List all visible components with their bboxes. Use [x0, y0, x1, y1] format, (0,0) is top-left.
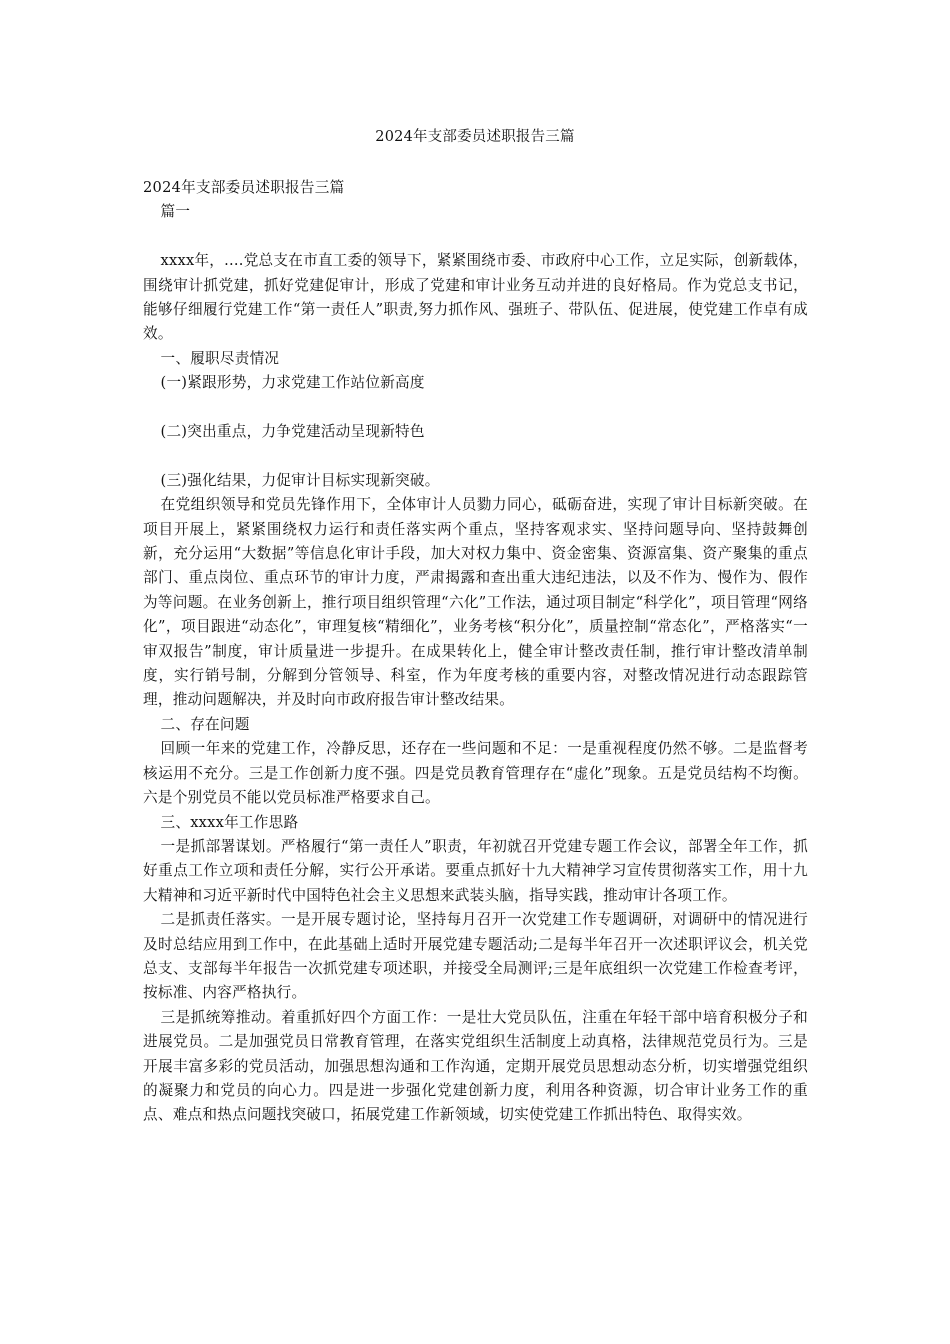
spacer	[143, 396, 808, 420]
plan-paragraph-3: 三是抓统筹推动。着重抓好四个方面工作：一是壮大党员队伍，注重在年轻干部中培育积极分子和进展党员。二是加强党员日常教育管理，在落实党组织生活制度上动真格，法律规范党员行为。三是开展丰富多彩的党员活动，加强思想沟通和工作沟通，定期开展党员思想动态分析，切实增强党组织的凝聚力和党员的向心力。四是进一步强化党建创新力度，利用各种资源，切合审计业务工作的重点、难点和热点问题找突破口，拓展党建工作新领域，切实使党建工作抓出特色、取得实效。	[143, 1008, 808, 1124]
plan-paragraph-1: 一是抓部署谋划。严格履行“第一责任人”职责，年初就召开党建专题工作会议，部署全年工作，抓好重点工作立项和责任分解，实行公开承诺。要重点抓好十九大精神学习宣传贯彻落实工作，用十九大精神和习近平新时代中国特色社会主义思想来武装头脑，指导实践，推动审计各项工作。	[143, 837, 808, 904]
audit-paragraph: 在党组织领导和党员先锋作用下，全体审计人员勠力同心，砥砺奋进，实现了审计目标新突破。在项目开展上，紧紧围绕权力运行和责任落实两个重点，坚持客观求实、坚持问题导向、坚持鼓舞创新，充分运用“大数据”等信息化审计手段，加大对权力集中、资金密集、资源富集、资产聚集的重点部门、重点岗位、重点环节的审计力度，严肃揭露和查出重大违纪违法，以及不作为、慢作为、假作为等问题。在业务创新上，推行项目组织管理“六化”工作法，通过项目制定“科学化”，项目管理“网络化”，项目跟进“动态化”，审理复核“精细化”，业务考核“积分化”，质量控制“常态化”，严格落实“一审双报告”制度，审计质量进一步提升。在成果转化上，健全审计整改责任制，推行审计整改清单制度，实行销号制，分解到分管领导、科室，作为年度考核的重要内容，对整改情况进行动态跟踪管理，推动问题解决，并及时向市政府报告审计整改结果。	[143, 496, 808, 709]
section-heading-2: 二、存在问题	[160, 715, 250, 733]
part-label: 篇一	[160, 203, 191, 221]
subheading-3: (三)强化结果，力促审计目标实现新突破。	[160, 471, 440, 489]
document-body	[143, 176, 808, 1128]
spacer	[143, 225, 808, 249]
document-subtitle: 2024年支部委员述职报告三篇	[143, 179, 345, 196]
intro-paragraph: xxxx年，....党总支在市直工委的领导下，紧紧围绕市委、市政府中心工作，立足实际，创新载体，围绕审计抓党建，抓好党建促审计，形成了党建和审计业务互动并进的良好格局。作为党总支书记，能够仔细履行党建工作“第一责任人”职责,努力抓作风、强班子、带队伍、促进展，使党建工作卓有成效。	[143, 252, 808, 343]
spacer	[143, 444, 808, 468]
problems-paragraph: 回顾一年来的党建工作，冷静反思，还存在一些问题和不足：一是重视程度仍然不够。二是监督考核运用不充分。三是工作创新力度不强。四是党员教育管理存在“虚化”现象。五是党员结构不均衡。六是个别党员不能以党员标准严格要求自己。	[143, 740, 808, 807]
subheading-2: (二)突出重点，力争党建活动呈现新特色	[160, 423, 425, 441]
section-heading-3: 三、xxxx年工作思路	[160, 813, 299, 831]
document-title: 2024年支部委员述职报告三篇	[375, 129, 575, 145]
plan-paragraph-2: 二是抓责任落实。一是开展专题讨论，坚持每月召开一次党建工作专题调研，对调研中的情况进行及时总结应用到工作中，在此基础上适时开展党建专题活动;二是每半年召开一次述职评议会，机关党总支、支部每半年报告一次抓党建专项述职，并接受全局测评;三是年底组织一次党建工作检查考评，按标准、内容严格执行。	[143, 911, 808, 1002]
subheading-1: (一)紧跟形势，力求党建工作站位新高度	[160, 374, 425, 392]
section-heading-1: 一、履职尽责情况	[160, 349, 280, 367]
